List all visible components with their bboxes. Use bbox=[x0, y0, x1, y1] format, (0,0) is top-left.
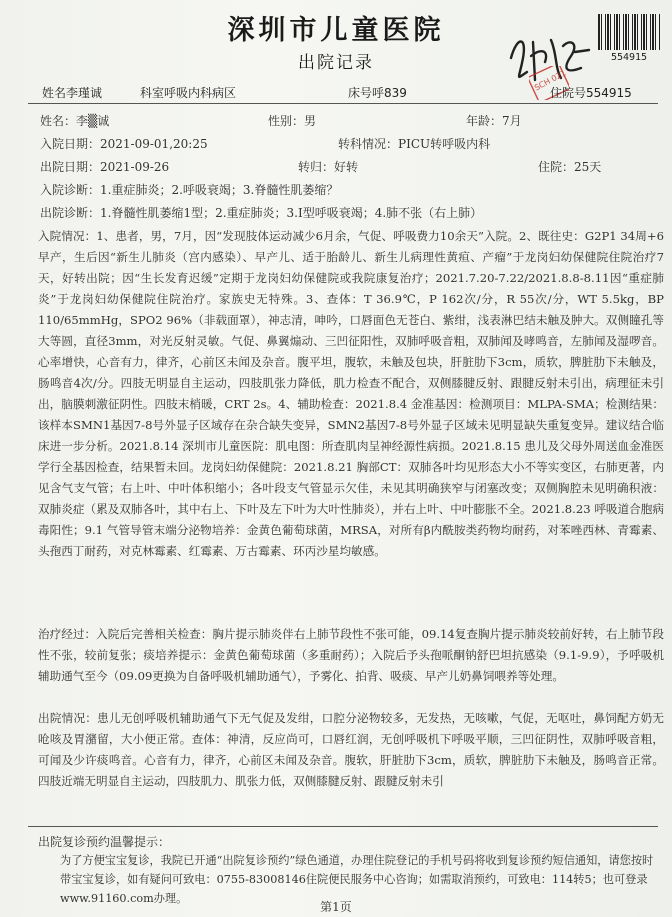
outcome: 转归：好转 bbox=[298, 160, 359, 174]
admission-status-text: 入院情况：1、患者，男，7月，因“发现肢体运动减少6月余，气促、呼吸费力10余天”入院。2、既往史：G2P1 34周+6早产，生后因“新生儿肺炎（宫内感染）、早产儿、适于胎龄儿、新生儿病理性黄疸、产瘤”于龙岗妇幼保健院住院治疗7天，好转出院；因“生长发育迟缓”定期于龙岗妇幼保健院或我院康复治疗；2021.7.20-7.22/2021.8.8-8.11因“重症肺炎”于龙岗妇幼保健院住院治疗。家族史无特殊。3、查体：T 36.9℃，P 162次/分，R 55次/分，WT 5.5kg，BP 110/65mmHg，SPO2 96%（非载面罩），神志清，呻吟，口唇面色无苍白、紫绀，浅表淋巴结未触及肿大。双侧瞳孔等大等圆，直径3mm，对光反射灵敏。气促、鼻翼煽动、三凹征阳性，双肺呼吸音粗，双肺闻及哮鸣音，左肺闻及湿啰音。心率增快，心音有力，律齐，心前区未闻及杂音。腹平坦，腹软，未触及包块，肝脏肋下3cm，质软，脾脏肋下未触及，肠鸣音4次/分。四肢无明显自主运动，四肢肌张力降低，肌力检查不配合，双侧膝腱反射、跟腱反射未引出，病理征未引出，脑膜刺激征阴性。四肢末梢暖，CRT 2s。4、辅助检查：2021.8.4 金准基因：检测项目：MLPA-SMA；检测结果：该样本SMN1基因7-8号外显子区域存在杂合缺失变异，SMN2基因7-8号外显子区域未见明显缺失重复变异。建议结合临床进一步分析。2021.8.14 深圳市儿童医院：肌电图：所查肌肉呈神经源性病损。2021.8.15 患儿及父母外周送血金准医学行全基因检查，结果暂未回。龙岗妇幼保健院：2021.8.21 胸部CT：双肺各叶均见形态大小不等实变区，右肺更著，内见含气支气管；右上叶、中叶体积缩小；各叶段支气管显示欠佳，未见其明确狭窄与闭塞改变；双侧胸腔未见明确积液：双肺炎症（累及双肺各叶，其中右上、下叶及左下叶为大叶性肺炎），并右上叶、中叶膨胀不全。2021.8.23 呼吸道合胞病毒阳性；9.1 气管导管末端分泌物培养：金黄色葡萄球菌，MRSA，对所有β内酰胺类药物均耐药，对苯唑西林、青霉素、头孢西丁耐药，对克林霉素、红霉素、万古霉素、环丙沙星均敏感。 bbox=[38, 229, 664, 558]
header-name: 姓名李瑾诚 bbox=[42, 86, 103, 100]
footer-title: 出院复诊预约温馨提示： bbox=[38, 835, 171, 849]
treatment-text: 治疗经过：入院后完善相关检查：胸片提示肺炎伴右上肺节段性不张可能，09.14复查胸片提示肺炎较前好转，右上肺节段性不张，较前复张；痰培养提示：金黄色葡萄球菌（多重耐药）；入院后予头孢哌酮钠舒巴坦抗感染（9.1-9.9），予呼吸机辅助通气至今（09.09更换为自备呼吸机辅助通气），予雾化、拍背、吸痰、早产儿奶鼻饲喂养等处理。 bbox=[38, 627, 664, 683]
admission-date: 入院日期：2021-09-01,20:25 bbox=[40, 137, 208, 151]
header-bed: 床号呼839 bbox=[348, 86, 407, 100]
barcode-number: 554915 bbox=[610, 52, 648, 63]
stamp-text: SCH 021 bbox=[532, 68, 568, 93]
admission-status-section bbox=[38, 226, 664, 562]
document-title: 出院记录 bbox=[298, 53, 374, 73]
discharge-status-text: 出院情况：患儿无创呼吸机辅助通气下无气促及发绀，口腔分泌物较多，无发热，无咳嗽，气促，无呕吐，鼻饲配方奶无呛咳及胃潴留，大小便正常。查体：神清，反应尚可，口唇红润，无创呼吸机下呼吸平顺，三凹征阴性，双肺呼吸音粗，可闻及少许痰鸣音。心音有力，律齐，心前区未闻及杂音。腹软，肝脏肋下3cm，质软，脾脏肋下未触及，肠鸣音正常。四肢近端无明显自主运动，四肢肌力、肌张力低，双侧膝腱反射、跟腱反射未引 bbox=[38, 711, 664, 788]
barcode bbox=[598, 14, 660, 50]
top-divider bbox=[28, 103, 658, 104]
header-department: 科室呼吸内科病区 bbox=[140, 86, 237, 100]
patient-name: 姓名：李▒诚 bbox=[40, 114, 110, 128]
page-number: 第1页 bbox=[320, 900, 352, 914]
hospital-name: 深圳市儿童医院 bbox=[227, 15, 445, 46]
patient-age: 年龄：7月 bbox=[466, 114, 522, 128]
treatment-section bbox=[38, 624, 664, 687]
patient-gender: 性别：男 bbox=[268, 114, 317, 128]
admission-diagnosis: 入院诊断：1.重症肺炎；2.呼吸衰竭；3.脊髓性肌萎缩？ bbox=[40, 183, 339, 197]
stay-length: 住院：25天 bbox=[538, 160, 602, 174]
footer-divider bbox=[28, 826, 658, 827]
discharge-diagnosis: 出院诊断：1.脊髓性肌萎缩1型；2.重症肺炎；3.Ⅰ型呼吸衰竭；4.肺不张（右上肺） bbox=[40, 206, 483, 220]
header-inpatient-number: 住院号554915 bbox=[550, 86, 632, 100]
transfer-status: 转科情况：PICU转呼吸内科 bbox=[338, 137, 491, 151]
discharge-date: 出院日期：2021-09-26 bbox=[40, 160, 170, 174]
discharge-status-section bbox=[38, 708, 664, 792]
barcode-label bbox=[598, 14, 660, 66]
footer-text: 为了方便宝宝复诊，我院已开通“出院复诊预约”绿色通道，办理住院登记的手机号码将收到复诊预约短信通知，请您按时带宝宝复诊，如有疑问可致电：0755-83008146住院便民服务中心咨询；如需取消预约，可致电：114转5；也可登录www.91160.com办理。 bbox=[60, 854, 654, 905]
